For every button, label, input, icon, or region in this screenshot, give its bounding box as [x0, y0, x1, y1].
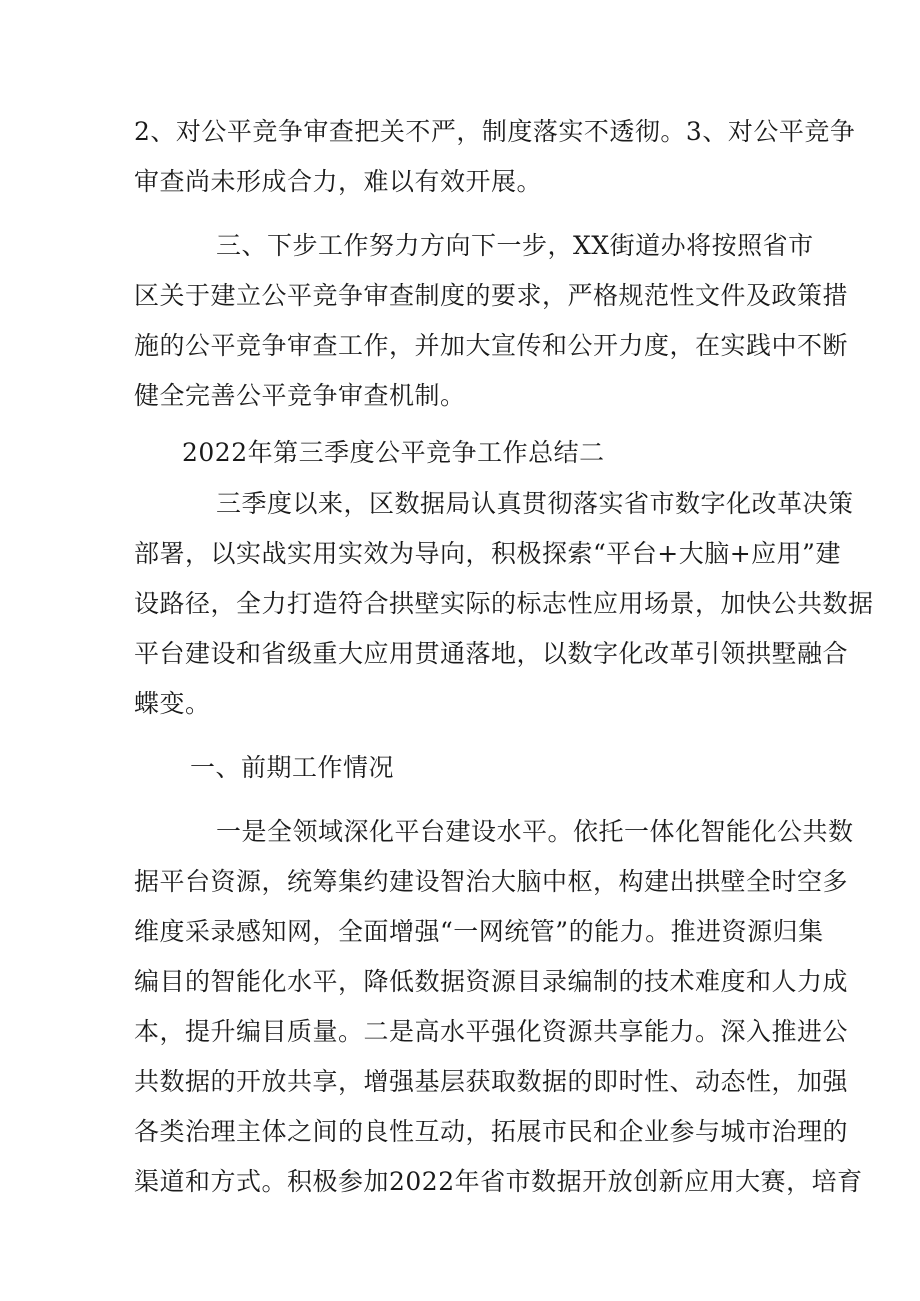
paragraph-line: 编目的智能化水平，降低数据资源目录编制的技术难度和人力成 — [134, 967, 849, 996]
paragraph-line: 2、对公平竞争审查把关不严，制度落实不透彻。3、对公平竞争 — [134, 117, 856, 146]
paragraph-line: 健全完善公平竞争审查机制。 — [134, 381, 466, 410]
document-subtitle: 2022年第三季度公平竞争工作总结二 — [182, 438, 605, 467]
paragraph-line: 设路径，全力打造符合拱壁实际的标志性应用场景，加快公共数据 — [134, 589, 874, 618]
paragraph-line: 共数据的开放共享，增强基层获取数据的即时性、动态性，加强 — [134, 1067, 849, 1096]
paragraph-line: 各类治理主体之间的良性互动，拓展市民和企业参与城市治理的 — [134, 1117, 849, 1146]
paragraph-line: 施的公平竞争审查工作，并加大宣传和公开力度，在实践中不断 — [134, 331, 849, 360]
section-heading: 一、前期工作情况 — [190, 753, 395, 782]
paragraph-line: 蝶变。 — [134, 689, 211, 718]
paragraph-line: 维度采录感知网，全面增强“一网统管”的能力。推进资源归集 — [134, 917, 824, 946]
section-heading-line: 三、下步工作努力方向下一步，XX街道办将按照省市 — [216, 231, 814, 260]
paragraph-line: 区关于建立公平竞争审查制度的要求，严格规范性文件及政策措 — [134, 281, 849, 310]
paragraph-line: 本，提升编目质量。二是高水平强化资源共享能力。深入推进公 — [134, 1017, 849, 1046]
paragraph-line: 一是全领域深化平台建设水平。依托一体化智能化公共数 — [216, 817, 854, 846]
paragraph-line: 据平台资源，统筹集约建设智治大脑中枢，构建出拱壁全时空多 — [134, 867, 849, 896]
paragraph-line: 审查尚未形成合力，难以有效开展。 — [134, 167, 543, 196]
paragraph-line: 平台建设和省级重大应用贯通落地，以数字化改革引领拱墅融合 — [134, 639, 849, 668]
paragraph-line: 三季度以来，区数据局认真贯彻落实省市数字化改革决策 — [216, 489, 854, 518]
paragraph-line: 渠道和方式。积极参加2022年省市数据开放创新应用大赛，培育 — [134, 1167, 863, 1196]
paragraph-line: 部署，以实战实用实效为导向，积极探索“平台+大脑+应用”建 — [134, 539, 841, 568]
